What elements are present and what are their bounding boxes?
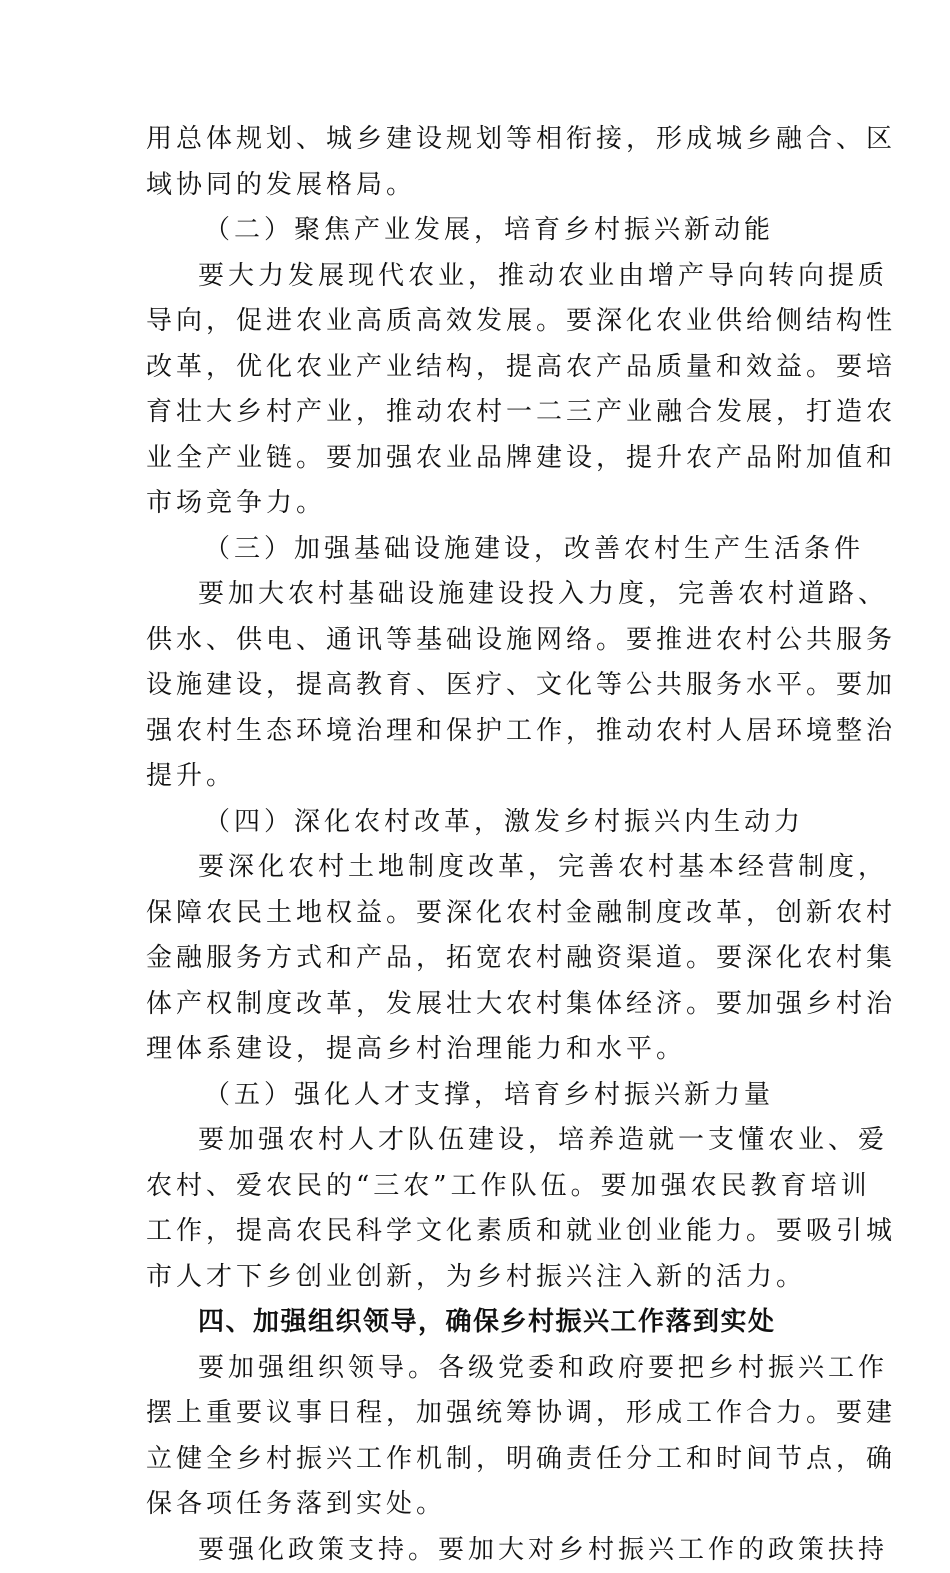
paragraph-line: 要加强组织领导。各级党委和政府要把乡村振兴工作 [146, 1346, 806, 1392]
paragraph-line: 用总体规划、城乡建设规划等相衔接，形成城乡融合、区 [146, 117, 806, 163]
paragraph-line: 保障农民土地权益。要深化农村金融制度改革，创新农村 [146, 891, 806, 937]
section-heading-3: （三）加强基础设施建设，改善农村生产生活条件 [146, 527, 806, 573]
section-heading-5: （五）强化人才支撑，培育乡村振兴新力量 [146, 1073, 806, 1119]
paragraph-line: 业全产业链。要加强农业品牌建设，提升农产品附加值和 [146, 436, 806, 482]
paragraph-line: 农村、爱农民的“三农”工作队伍。要加强农民教育培训 [146, 1164, 806, 1210]
paragraph-line: 摆上重要议事日程，加强统筹协调，形成工作合力。要建 [146, 1391, 806, 1437]
paragraph-line: 要强化政策支持。要加大对乡村振兴工作的政策扶持 [146, 1528, 806, 1573]
paragraph-line: 强农村生态环境治理和保护工作，推动农村人居环境整治 [146, 709, 806, 755]
paragraph-line: 导向，促进农业高质高效发展。要深化农业供给侧结构性 [146, 299, 806, 345]
paragraph-line: 要加强农村人才队伍建设，培养造就一支懂农业、爱 [146, 1118, 806, 1164]
paragraph-line: 域协同的发展格局。 [146, 163, 806, 209]
paragraph-line: 工作，提高农民科学文化素质和就业创业能力。要吸引城 [146, 1209, 806, 1255]
section-heading-2: （二）聚焦产业发展，培育乡村振兴新动能 [146, 208, 806, 254]
paragraph-line: 要大力发展现代农业，推动农业由增产导向转向提质 [146, 254, 806, 300]
paragraph-line: 体产权制度改革，发展壮大农村集体经济。要加强乡村治 [146, 982, 806, 1028]
paragraph-line: 立健全乡村振兴工作机制，明确责任分工和时间节点，确 [146, 1437, 806, 1483]
paragraph-line: 保各项任务落到实处。 [146, 1482, 806, 1528]
paragraph-line: 要加大农村基础设施建设投入力度，完善农村道路、 [146, 572, 806, 618]
part-heading: 四、加强组织领导，确保乡村振兴工作落到实处 [146, 1300, 806, 1346]
document-body [146, 117, 806, 1573]
paragraph-line: 提升。 [146, 754, 806, 800]
paragraph-line: 金融服务方式和产品，拓宽农村融资渠道。要深化农村集 [146, 936, 806, 982]
paragraph-line: 育壮大乡村产业，推动农村一二三产业融合发展，打造农 [146, 390, 806, 436]
paragraph-line: 供水、供电、通讯等基础设施网络。要推进农村公共服务 [146, 618, 806, 664]
paragraph-line: 市人才下乡创业创新，为乡村振兴注入新的活力。 [146, 1255, 806, 1301]
paragraph-line: 设施建设，提高教育、医疗、文化等公共服务水平。要加 [146, 663, 806, 709]
paragraph-line: 要深化农村土地制度改革，完善农村基本经营制度， [146, 845, 806, 891]
section-heading-4: （四）深化农村改革，激发乡村振兴内生动力 [146, 800, 806, 846]
paragraph-line: 理体系建设，提高乡村治理能力和水平。 [146, 1027, 806, 1073]
paragraph-line: 市场竞争力。 [146, 481, 806, 527]
paragraph-line: 改革，优化农业产业结构，提高农产品质量和效益。要培 [146, 345, 806, 391]
